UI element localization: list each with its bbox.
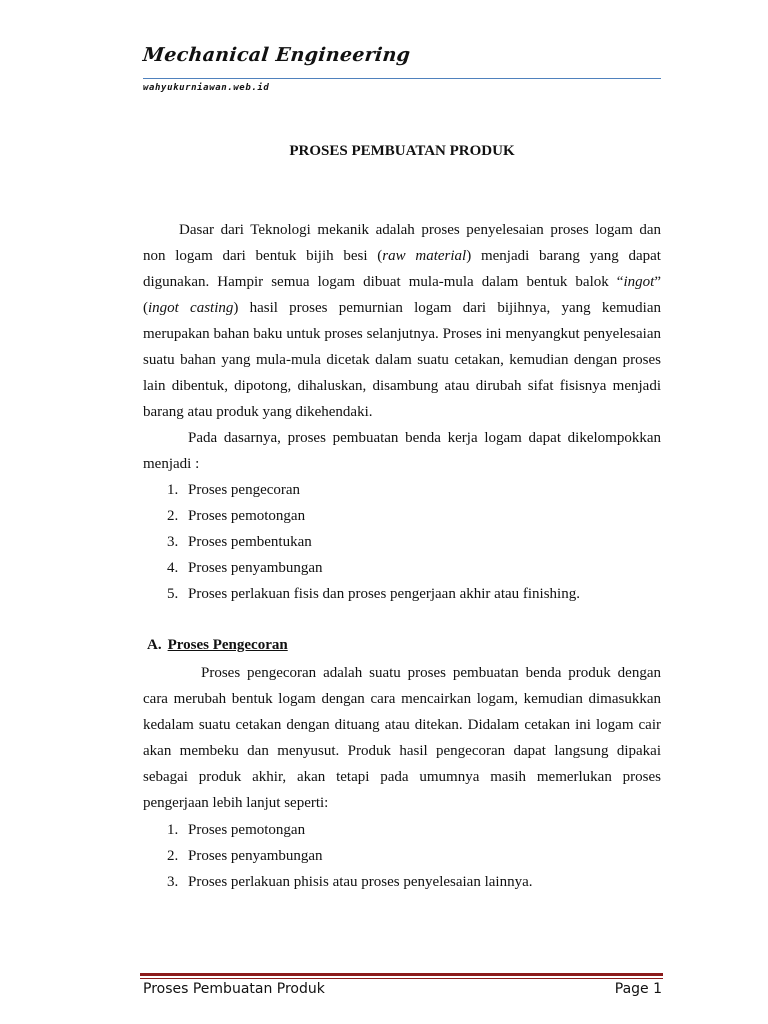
footer-rule xyxy=(140,973,663,976)
footer-title: Proses Pembuatan Produk xyxy=(143,981,325,997)
list-item: 4. Proses penyambungan xyxy=(167,560,323,576)
header-website: wahyukurniawan.web.id xyxy=(143,83,270,93)
document-title: PROSES PEMBUATAN PRODUK xyxy=(289,143,515,159)
list-item: 1. Proses pengecoran xyxy=(167,482,301,498)
list-item: 1. Proses pemotongan xyxy=(167,822,306,838)
section-a-heading: A. Proses Pengecoran xyxy=(147,637,288,653)
section-a-list xyxy=(143,817,661,895)
process-group-list xyxy=(143,477,661,607)
header-rule xyxy=(143,78,661,79)
list-item: 3. Proses pembentukan xyxy=(167,534,312,550)
intro-paragraph-1: Dasar dari Teknologi mekanik adalah proses penyelesaian proses logam dan non logam dari bentuk bijih besi (raw material) menjadi barang yang dapat digunakan. Hampir semua logam dibuat mula-mula dalam bentuk balok “ingot” (ingot casting) hasil proses pemurnian logam dari bijihnya, yang kemudian merupakan bahan baku untuk proses selanjutnya. Proses ini menyangkut penyelesaian suatu bahan yang mula-mula dicetak dalam suatu cetakan, kemudian dengan proses lain dibentuk, dipotong, dihaluskan, disambung atau dirubah sifat fisisnya menjadi barang atau produk yang dikehendaki. xyxy=(143,222,661,420)
list-item: 2. Proses pemotongan xyxy=(167,508,306,524)
header-title: Mechanical Engineering xyxy=(141,44,412,66)
intro-paragraph-2: Pada dasarnya, proses pembuatan benda kerja logam dapat dikelompokkan menjadi : xyxy=(143,430,661,472)
list-item: 2. Proses penyambungan xyxy=(167,848,323,864)
page-number: Page 1 xyxy=(614,981,662,997)
list-item: 5. Proses perlakuan fisis dan proses pengerjaan akhir atau finishing. xyxy=(167,586,580,602)
list-item: 3. Proses perlakuan phisis atau proses penyelesaian lainnya. xyxy=(167,874,533,890)
section-a-paragraph: Proses pengecoran adalah suatu proses pembuatan benda produk dengan cara merubah bentuk logam dengan cara mencairkan logam, kemudian dimasukkan kedalam suatu cetakan dengan dituang atau ditekan. Didalam cetakan ini logam cair akan membeku dan menyusut. Produk hasil pengecoran dapat langsung dipakai sebagai produk akhir, akan tetapi pada umumnya masih memerlukan proses pengerjaan lebih lanjut seperti: xyxy=(143,665,661,811)
footer-rule-thin xyxy=(140,978,663,979)
